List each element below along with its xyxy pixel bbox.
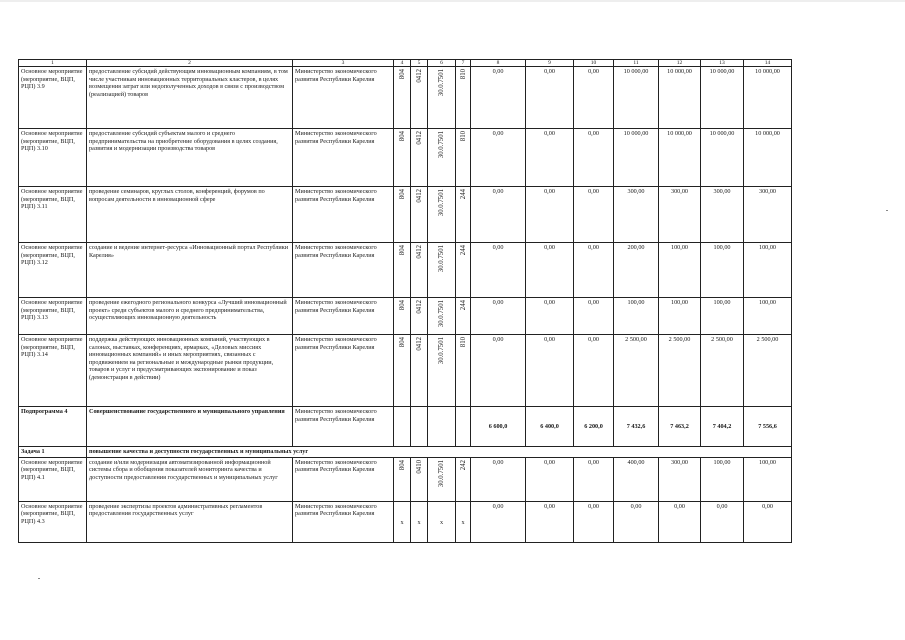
amount-cell: 300,00 xyxy=(701,187,744,243)
budget-table xyxy=(18,59,792,543)
amount-cell: 10 000,00 xyxy=(659,67,701,129)
responsible-executor-cell: Министерство экономического развития Республики Карелия xyxy=(293,457,394,501)
scan-speck xyxy=(38,578,40,579)
responsible-executor-cell: Министерство экономического развития Республики Карелия xyxy=(293,243,394,298)
amount-cell: 300,00 xyxy=(744,187,792,243)
budget-code-cell xyxy=(456,457,471,501)
amount-cell: 10 000,00 xyxy=(614,129,659,187)
amount-cell: 400,00 xyxy=(614,457,659,501)
budget-code-cell xyxy=(394,243,411,298)
col-num: 7 xyxy=(456,60,471,67)
activity-name-cell: Основное мероприятие (мероприятие, ВЦП, РЦП) 3.14 xyxy=(19,335,87,407)
budget-code-cell xyxy=(394,187,411,243)
col-num: 12 xyxy=(659,60,701,67)
amount-cell: 100,00 xyxy=(701,457,744,501)
table-row xyxy=(19,129,792,187)
col-num: 3 xyxy=(293,60,394,67)
table-row xyxy=(19,335,792,407)
activity-description-cell: проведение ежегодного регионального конкурса «Лучший инновационный проект» среди субъектов малого и среднего предпринимательства, осуществляющих инновационную деятельность xyxy=(87,298,293,335)
budget-code-text: 0412 xyxy=(415,131,423,145)
budget-code-cell xyxy=(456,335,471,407)
budget-code-text: 804 xyxy=(398,189,406,200)
budget-code-cell xyxy=(428,67,456,129)
amount-cell: 0,00 xyxy=(471,129,526,187)
activity-name-cell: Основное мероприятие (мероприятие, ВЦП, РЦП) 3.11 xyxy=(19,187,87,243)
amount-cell: 0,00 xyxy=(526,457,574,501)
activity-name-cell: Основное мероприятие (мероприятие, ВЦП, РЦП) 3.10 xyxy=(19,129,87,187)
amount-cell: 0,00 xyxy=(526,298,574,335)
budget-code-text: 30.0.7501 xyxy=(438,131,445,159)
budget-code-text: 244 xyxy=(459,245,467,256)
scan-edge xyxy=(0,0,905,2)
amount-cell: 300,00 xyxy=(614,187,659,243)
task-label-cell: Задача 1 xyxy=(19,447,87,458)
subprogram-row xyxy=(19,407,792,447)
budget-code-cell xyxy=(456,407,471,447)
amount-cell: 300,00 xyxy=(659,187,701,243)
amount-cell: 0,00 xyxy=(471,457,526,501)
budget-code-text: 804 xyxy=(398,337,406,348)
budget-code-cell xyxy=(428,407,456,447)
amount-cell: 0,00 xyxy=(526,501,574,542)
budget-code-cell xyxy=(411,67,428,129)
table-body xyxy=(19,67,792,543)
budget-code-text: 0412 xyxy=(415,245,423,259)
budget-code-cell xyxy=(394,457,411,501)
amount-cell: 100,00 xyxy=(701,298,744,335)
amount-cell: 10 000,00 xyxy=(701,67,744,129)
amount-cell: 200,00 xyxy=(614,243,659,298)
activity-description-cell: создание и/или модернизация автоматизированной информационной системы сбора и обобщения показателей мониторинга качества и доступности предоставления государственных и муниципальных услуг xyxy=(87,457,293,501)
amount-cell: 0,00 xyxy=(574,243,614,298)
amount-cell: 100,00 xyxy=(744,457,792,501)
amount-cell: 100,00 xyxy=(659,243,701,298)
budget-code-cell xyxy=(428,243,456,298)
amount-cell: 0,00 xyxy=(471,335,526,407)
activity-description-cell: предоставление субсидий субъектам малого и среднего предпринимательства на приобретение оборудования в целях создания, развития и модернизации производства товаров xyxy=(87,129,293,187)
table-row xyxy=(19,187,792,243)
budget-code-cell xyxy=(394,67,411,129)
col-num: 4 xyxy=(394,60,411,67)
responsible-executor-cell: Министерство экономического развития Республики Карелия xyxy=(293,335,394,407)
amount-cell: 0,00 xyxy=(471,243,526,298)
budget-code-text: 810 xyxy=(459,337,467,348)
col-num: 11 xyxy=(614,60,659,67)
amount-cell: 0,00 xyxy=(744,501,792,542)
budget-code-text: 242 xyxy=(459,459,467,470)
col-num: 10 xyxy=(574,60,614,67)
responsible-executor-cell: Министерство экономического развития Республики Карелия xyxy=(293,187,394,243)
amount-cell: 0,00 xyxy=(471,67,526,129)
budget-code-cell: х xyxy=(428,501,456,542)
budget-code-text: 0412 xyxy=(415,300,423,314)
budget-code-cell xyxy=(428,298,456,335)
budget-code-cell xyxy=(411,298,428,335)
budget-code-text: 804 xyxy=(398,131,406,142)
responsible-executor-cell: Министерство экономического развития Республики Карелия xyxy=(293,407,394,447)
budget-code-cell xyxy=(394,298,411,335)
budget-code-text: 244 xyxy=(459,189,467,200)
col-num: 6 xyxy=(428,60,456,67)
col-num: 1 xyxy=(19,60,87,67)
table-row xyxy=(19,67,792,129)
amount-cell: 7 463,2 xyxy=(659,407,701,447)
amount-cell: 10 000,00 xyxy=(614,67,659,129)
budget-table-sheet xyxy=(18,59,791,543)
budget-code-text: 30.0.7501 xyxy=(438,189,445,217)
amount-cell: 0,00 xyxy=(526,335,574,407)
activity-description-cell: Совершенствование государственного и муниципального управления xyxy=(87,407,293,447)
budget-code-text: 0412 xyxy=(415,189,423,203)
budget-code-text: 804 xyxy=(398,459,406,470)
budget-code-cell: х xyxy=(456,501,471,542)
amount-cell: 0,00 xyxy=(574,457,614,501)
amount-cell: 10 000,00 xyxy=(744,129,792,187)
col-num: 14 xyxy=(744,60,792,67)
amount-cell: 0,00 xyxy=(471,187,526,243)
col-num: 2 xyxy=(87,60,293,67)
activity-name-cell: Основное мероприятие (мероприятие, ВЦП, РЦП) 3.12 xyxy=(19,243,87,298)
amount-cell: 0,00 xyxy=(659,501,701,542)
amount-cell: 0,00 xyxy=(701,501,744,542)
budget-code-cell xyxy=(428,335,456,407)
budget-code-cell: х xyxy=(411,501,428,542)
activity-name-cell: Основное мероприятие (мероприятие, ВЦП, РЦП) 3.13 xyxy=(19,298,87,335)
budget-code-cell xyxy=(411,187,428,243)
amount-cell: 0,00 xyxy=(471,298,526,335)
budget-code-text: 30.0.7501 xyxy=(438,69,445,97)
col-num: 8 xyxy=(471,60,526,67)
scan-speck xyxy=(886,210,888,211)
amount-cell: 7 432,6 xyxy=(614,407,659,447)
amount-cell: 10 000,00 xyxy=(744,67,792,129)
responsible-executor-cell: Министерство экономического развития Республики Карелия xyxy=(293,67,394,129)
amount-cell: 300,00 xyxy=(659,457,701,501)
col-num: 9 xyxy=(526,60,574,67)
amount-cell: 2 500,00 xyxy=(659,335,701,407)
amount-cell: 0,00 xyxy=(574,501,614,542)
amount-cell: 0,00 xyxy=(574,335,614,407)
budget-code-text: 810 xyxy=(459,69,467,80)
budget-code-cell xyxy=(394,335,411,407)
budget-code-cell xyxy=(428,187,456,243)
budget-code-text: 30.0.7501 xyxy=(438,459,445,487)
amount-cell: 7 556,6 xyxy=(744,407,792,447)
task-row xyxy=(19,447,792,458)
budget-code-cell xyxy=(456,187,471,243)
budget-code-text: 30.0.7501 xyxy=(438,245,445,273)
table-row xyxy=(19,243,792,298)
table-row xyxy=(19,298,792,335)
amount-cell: 0,00 xyxy=(526,243,574,298)
amount-cell: 100,00 xyxy=(701,243,744,298)
budget-code-cell xyxy=(411,407,428,447)
amount-cell: 100,00 xyxy=(744,298,792,335)
table-row xyxy=(19,501,792,542)
amount-cell: 2 500,00 xyxy=(744,335,792,407)
amount-cell: 7 404,2 xyxy=(701,407,744,447)
activity-name-cell: Подпрограмма 4 xyxy=(19,407,87,447)
activity-description-cell: предоставление субсидий действующим инновационным компаниям, в том числе участникам инновационных территориальных кластеров, в целях возмещения затрат или недополученных доходов в связи с производством (реализацией) товаров xyxy=(87,67,293,129)
amount-cell: 0,00 xyxy=(526,187,574,243)
budget-code-cell xyxy=(394,129,411,187)
amount-cell: 0,00 xyxy=(574,67,614,129)
budget-code-text: 30.0.7501 xyxy=(438,337,445,365)
col-num: 5 xyxy=(411,60,428,67)
amount-cell: 0,00 xyxy=(574,298,614,335)
budget-code-cell xyxy=(411,335,428,407)
activity-description-cell: проведение семинаров, круглых столов, конференций, форумов по вопросам деятельности в инновационной сфере xyxy=(87,187,293,243)
amount-cell: 0,00 xyxy=(526,129,574,187)
amount-cell: 6 200,0 xyxy=(574,407,614,447)
budget-code-text: 810 xyxy=(459,131,467,142)
budget-code-text: 0412 xyxy=(415,69,423,83)
column-number-row xyxy=(19,60,792,67)
budget-code-text: 244 xyxy=(459,300,467,311)
budget-code-text: 804 xyxy=(398,69,406,80)
budget-code-cell xyxy=(411,457,428,501)
activity-description-cell: проведение экспертизы проектов административных регламентов предоставления государственных услуг xyxy=(87,501,293,542)
col-num: 13 xyxy=(701,60,744,67)
budget-code-cell xyxy=(394,407,411,447)
amount-cell: 0,00 xyxy=(614,501,659,542)
amount-cell: 0,00 xyxy=(574,187,614,243)
activity-description-cell: создание и ведение интернет-ресурса «Инновационный портал Республики Карелия» xyxy=(87,243,293,298)
amount-cell: 10 000,00 xyxy=(701,129,744,187)
amount-cell: 2 500,00 xyxy=(614,335,659,407)
amount-cell: 6 400,0 xyxy=(526,407,574,447)
budget-code-cell xyxy=(456,67,471,129)
amount-cell: 6 600,0 xyxy=(471,407,526,447)
responsible-executor-cell: Министерство экономического развития Республики Карелия xyxy=(293,501,394,542)
amount-cell: 100,00 xyxy=(744,243,792,298)
budget-code-cell xyxy=(456,129,471,187)
budget-code-text: 30.0.7501 xyxy=(438,300,445,328)
activity-name-cell: Основное мероприятие (мероприятие, ВЦП, РЦП) 3.9 xyxy=(19,67,87,129)
budget-code-cell xyxy=(428,129,456,187)
budget-code-cell: х xyxy=(394,501,411,542)
table-row xyxy=(19,457,792,501)
amount-cell: 100,00 xyxy=(659,298,701,335)
activity-name-cell: Основное мероприятие (мероприятие, ВЦП, РЦП) 4.3 xyxy=(19,501,87,542)
amount-cell: 100,00 xyxy=(614,298,659,335)
amount-cell: 2 500,00 xyxy=(701,335,744,407)
activity-description-cell: поддержка действующих инновационных компаний, участвующих в салонах, выставках, конференциях, ярмарках, «Деловых миссиях инновационных компаний» и иных мероприятиях, связанных с продвижением на региональные и международные рынки продукции, товаров и услуг и предусматривающих экспонирование и показ (демонстрация в действии) xyxy=(87,335,293,407)
activity-name-cell: Основное мероприятие (мероприятие, ВЦП, РЦП) 4.1 xyxy=(19,457,87,501)
budget-code-text: 0410 xyxy=(415,459,423,474)
amount-cell: 0,00 xyxy=(471,501,526,542)
amount-cell: 0,00 xyxy=(574,129,614,187)
budget-code-cell xyxy=(456,243,471,298)
task-description-cell: повышение качества и доступности государственных и муниципальных услуг xyxy=(87,447,792,458)
budget-code-text: 804 xyxy=(398,245,406,256)
amount-cell: 0,00 xyxy=(526,67,574,129)
budget-code-cell xyxy=(411,243,428,298)
responsible-executor-cell: Министерство экономического развития Республики Карелия xyxy=(293,129,394,187)
budget-code-cell xyxy=(411,129,428,187)
budget-code-text: 804 xyxy=(398,300,406,311)
budget-code-cell xyxy=(428,457,456,501)
responsible-executor-cell: Министерство экономического развития Республики Карелия xyxy=(293,298,394,335)
budget-code-text: 0412 xyxy=(415,337,423,351)
amount-cell: 10 000,00 xyxy=(659,129,701,187)
budget-code-cell xyxy=(456,298,471,335)
